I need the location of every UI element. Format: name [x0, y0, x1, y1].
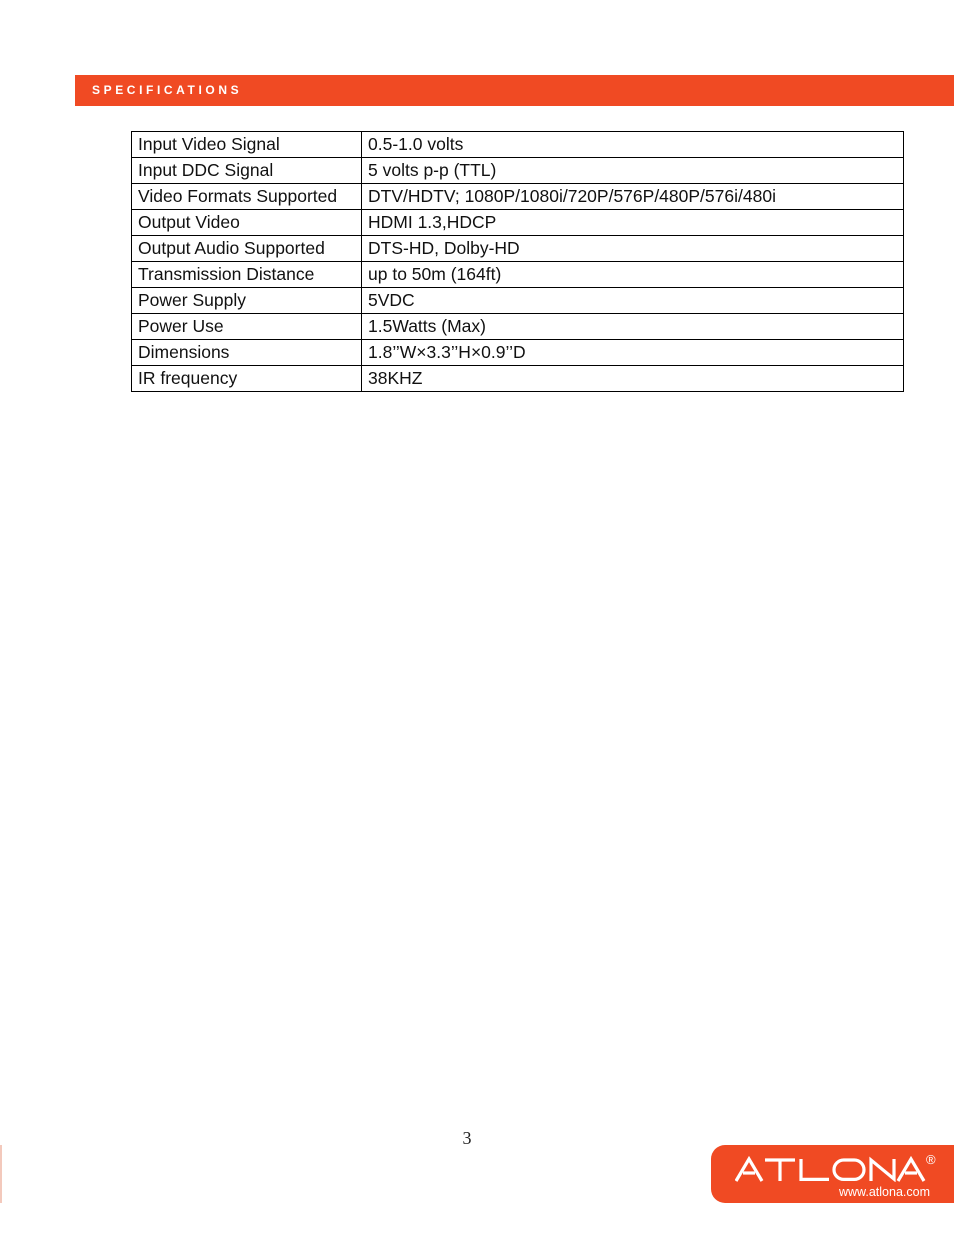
spec-label: Power Supply [132, 288, 362, 314]
spec-label: Output Video [132, 210, 362, 236]
table-row [132, 236, 904, 262]
spec-value: 1.8’’W×3.3’’H×0.9’’D [362, 340, 904, 366]
specifications-table [131, 131, 904, 392]
spec-value: 1.5Watts (Max) [362, 314, 904, 340]
spec-value: DTS-HD, Dolby-HD [362, 236, 904, 262]
spec-value: up to 50m (164ft) [362, 262, 904, 288]
section-header-bar [75, 75, 954, 106]
page-edge-mark [0, 1145, 2, 1203]
spec-label: Input DDC Signal [132, 158, 362, 184]
table-row [132, 158, 904, 184]
table-row [132, 288, 904, 314]
page-number: 3 [462, 1128, 472, 1148]
table-row [132, 366, 904, 392]
specifications-table-body [132, 132, 904, 392]
spec-value: 38KHZ [362, 366, 904, 392]
spec-label: Output Audio Supported [132, 236, 362, 262]
table-row [132, 340, 904, 366]
spec-value: 0.5-1.0 volts [362, 132, 904, 158]
spec-label: IR frequency [132, 366, 362, 392]
spec-label: Video Formats Supported [132, 184, 362, 210]
registered-mark: ® [926, 1152, 936, 1167]
spec-value: 5 volts p-p (TTL) [362, 158, 904, 184]
spec-label: Input Video Signal [132, 132, 362, 158]
spec-label: Power Use [132, 314, 362, 340]
atlona-wordmark [735, 1156, 935, 1182]
table-row [132, 314, 904, 340]
spec-value: DTV/HDTV; 1080P/1080i/720P/576P/480P/576i/480i [362, 184, 904, 210]
table-row [132, 210, 904, 236]
spec-value: 5VDC [362, 288, 904, 314]
table-row [132, 132, 904, 158]
section-title: SPECIFICATIONS [92, 83, 243, 97]
spec-label: Transmission Distance [132, 262, 362, 288]
atlona-logo [711, 1145, 954, 1203]
table-row [132, 184, 904, 210]
spec-value: HDMI 1.3,HDCP [362, 210, 904, 236]
table-row [132, 262, 904, 288]
website-link[interactable]: www.atlona.com [838, 1185, 930, 1199]
spec-label: Dimensions [132, 340, 362, 366]
